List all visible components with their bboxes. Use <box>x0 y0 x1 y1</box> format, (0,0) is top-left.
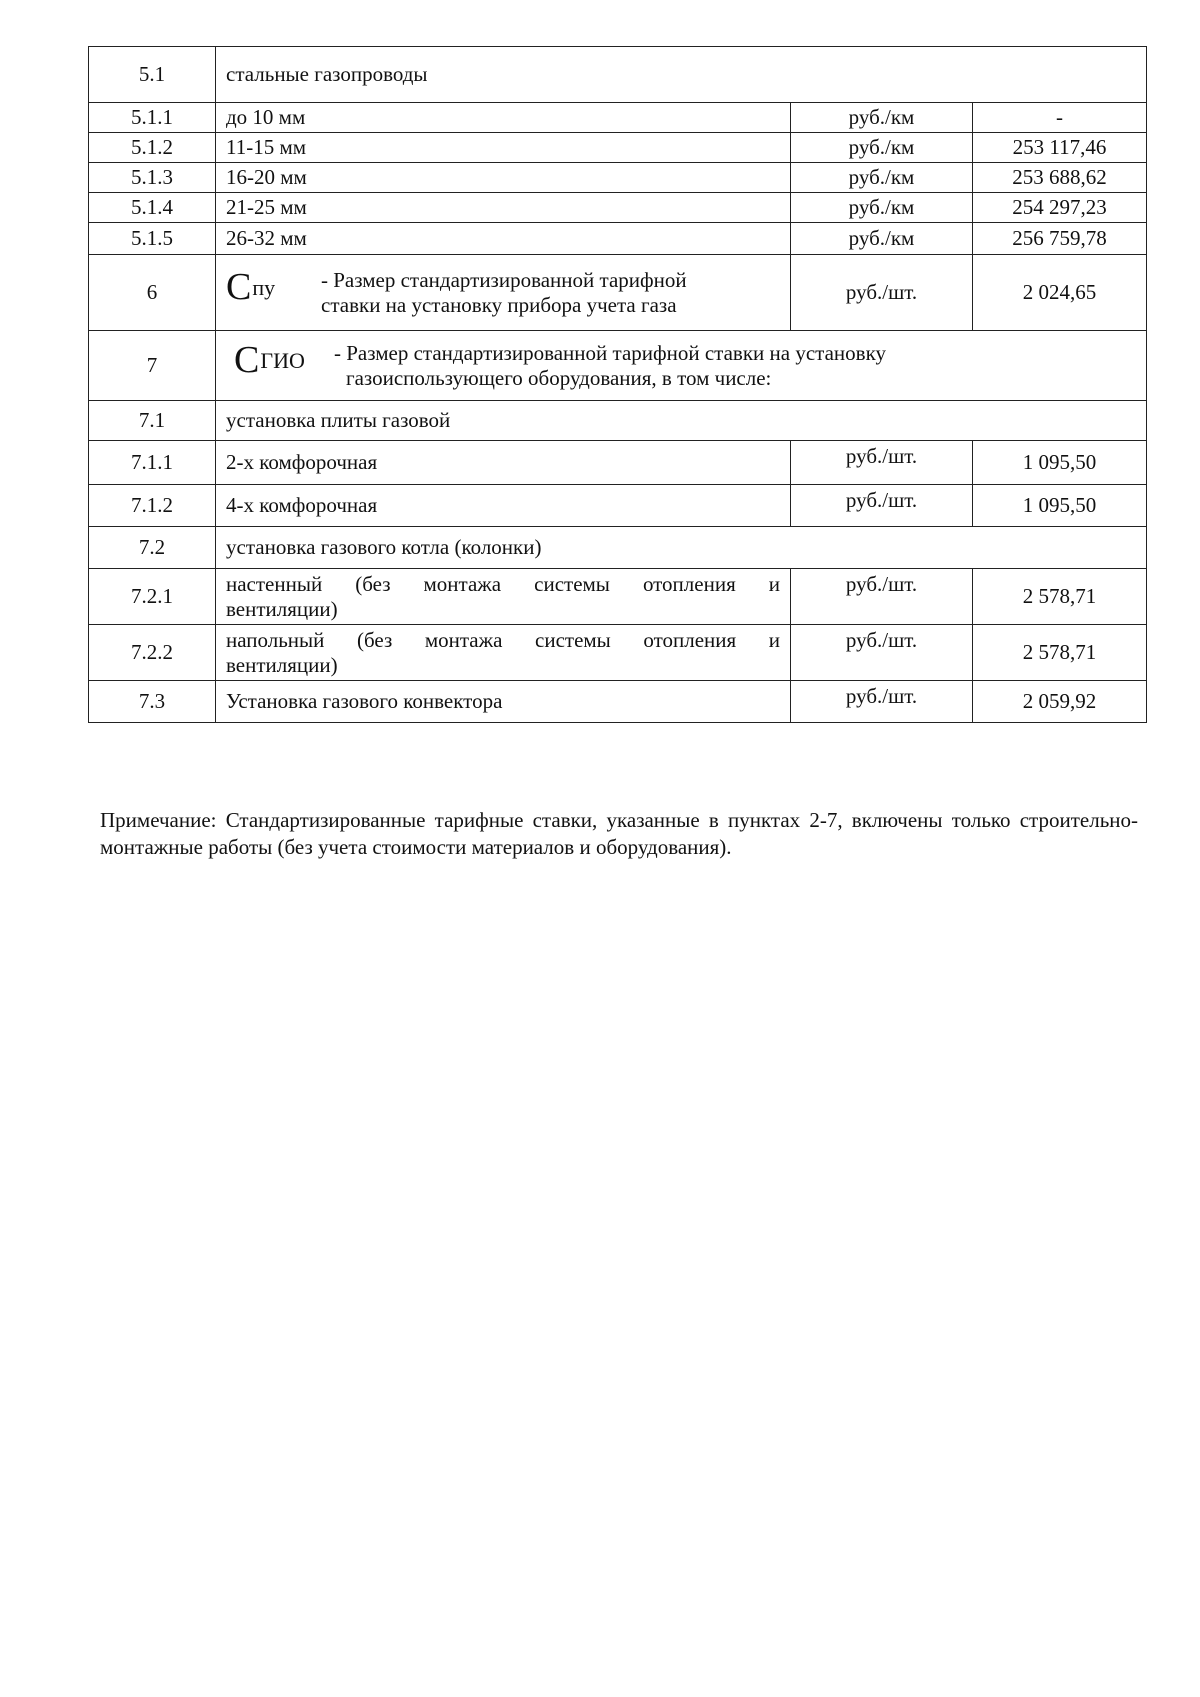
row-value: 1 095,50 <box>973 441 1147 485</box>
table-row <box>89 223 1147 255</box>
row-number: 7.2.2 <box>89 625 216 681</box>
row-description: 2-х комфорочная <box>216 441 791 485</box>
table-row <box>89 163 1147 193</box>
table-row <box>89 681 1147 723</box>
row-value: - <box>973 103 1147 133</box>
row-description <box>216 625 791 681</box>
row-number: 5.1.4 <box>89 193 216 223</box>
footnote: Примечание: Стандартизированные тарифные ставки, указанные в пунктах 2-7, включены только строительно-монтажные работы (без учета стоимости материалов и оборудования). <box>100 808 1138 860</box>
row-description-line: газоиспользующего оборудования, в том числе: <box>346 365 772 390</box>
row-unit: руб./км <box>791 133 973 163</box>
table-row <box>89 133 1147 163</box>
row-number: 5.1.2 <box>89 133 216 163</box>
row-unit: руб./шт. <box>791 441 973 485</box>
row-description: Установка газового конвектора <box>216 681 791 723</box>
row-description <box>216 569 791 625</box>
row-number: 7.1 <box>89 401 216 441</box>
row-unit: руб./км <box>791 193 973 223</box>
row-description <box>216 331 1147 401</box>
row-value: 253 117,46 <box>973 133 1147 163</box>
table-row <box>89 331 1147 401</box>
row-value: 2 578,71 <box>973 569 1147 625</box>
row-description-line: вентиляции) <box>226 652 338 677</box>
row-number: 7.1.1 <box>89 441 216 485</box>
row-description-line: ставки на установку прибора учета газа <box>321 292 677 317</box>
row-value: 254 297,23 <box>973 193 1147 223</box>
row-unit: руб./шт. <box>791 625 973 681</box>
row-description-line: вентиляции) <box>226 596 338 621</box>
tariff-symbol-spu: Спу <box>226 266 276 309</box>
table-row <box>89 527 1147 569</box>
table-row <box>89 255 1147 331</box>
row-number: 5.1 <box>89 47 216 103</box>
row-number: 5.1.5 <box>89 223 216 255</box>
row-description: 21-25 мм <box>216 193 791 223</box>
row-value: 2 024,65 <box>973 255 1147 331</box>
row-description <box>216 255 791 331</box>
row-value: 253 688,62 <box>973 163 1147 193</box>
row-description: стальные газопроводы <box>216 47 1147 103</box>
table-row <box>89 625 1147 681</box>
row-number: 6 <box>89 255 216 331</box>
row-number: 7 <box>89 331 216 401</box>
row-description: до 10 мм <box>216 103 791 133</box>
row-number: 5.1.3 <box>89 163 216 193</box>
tariff-table <box>88 46 1147 723</box>
row-number: 5.1.1 <box>89 103 216 133</box>
row-number: 7.2 <box>89 527 216 569</box>
row-description: 26-32 мм <box>216 223 791 255</box>
row-number: 7.1.2 <box>89 485 216 527</box>
row-description-line: - Размер стандартизированной тарифной <box>321 268 687 293</box>
table-row <box>89 569 1147 625</box>
row-value: 2 578,71 <box>973 625 1147 681</box>
table-row <box>89 441 1147 485</box>
table-row <box>89 193 1147 223</box>
row-description: установка газового котла (колонки) <box>216 527 1147 569</box>
row-unit: руб./шт. <box>791 681 973 723</box>
row-unit: руб./км <box>791 163 973 193</box>
table-row <box>89 47 1147 103</box>
row-description: установка плиты газовой <box>216 401 1147 441</box>
row-description-line: настенный (без монтажа системы отопления и <box>226 572 780 597</box>
row-unit: руб./км <box>791 103 973 133</box>
row-description: 4-х комфорочная <box>216 485 791 527</box>
row-unit: руб./шт. <box>791 485 973 527</box>
table-row <box>89 485 1147 527</box>
row-value: 1 095,50 <box>973 485 1147 527</box>
row-value: 2 059,92 <box>973 681 1147 723</box>
table-row <box>89 103 1147 133</box>
row-description: 16-20 мм <box>216 163 791 193</box>
row-value: 256 759,78 <box>973 223 1147 255</box>
tariff-symbol-gio: СГИО <box>234 339 305 382</box>
row-unit: руб./км <box>791 223 973 255</box>
row-description-line: - Размер стандартизированной тарифной ставки на установку <box>334 341 886 366</box>
table-row <box>89 401 1147 441</box>
row-number: 7.3 <box>89 681 216 723</box>
row-unit: руб./шт. <box>791 255 973 331</box>
row-unit: руб./шт. <box>791 569 973 625</box>
row-description: 11-15 мм <box>216 133 791 163</box>
row-description-line: напольный (без монтажа системы отопления и <box>226 628 780 653</box>
row-number: 7.2.1 <box>89 569 216 625</box>
